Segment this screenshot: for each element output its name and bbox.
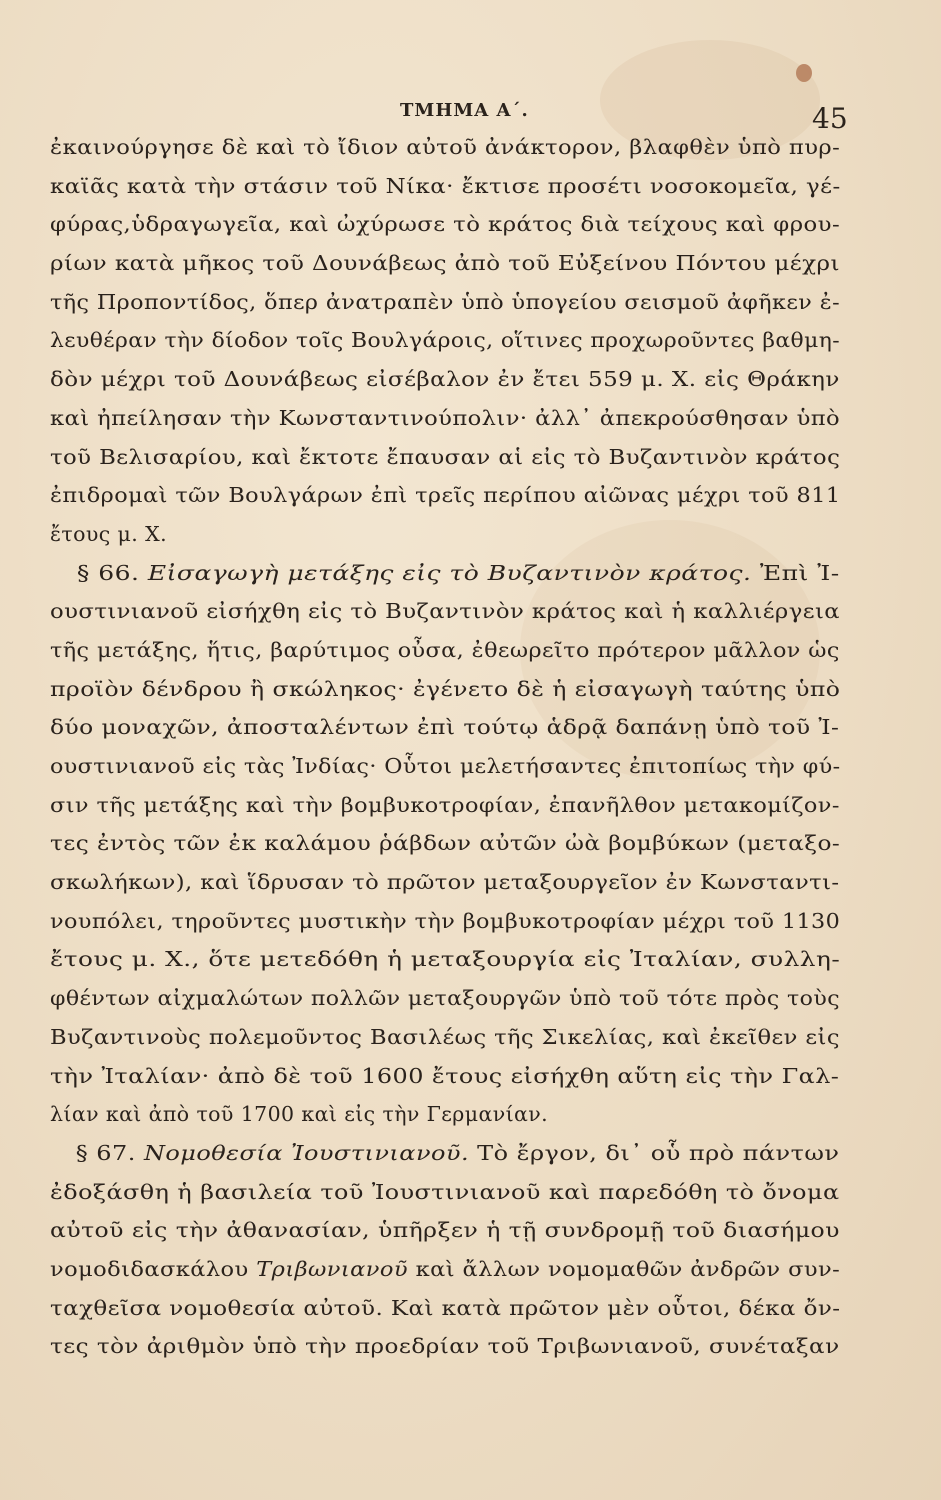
- text-line: καὶ ἠπείλησαν τὴν Κωνσταντινούπολιν· ἀλλ᾽ ἀπεκρούσθησαν ὑπὸ: [50, 405, 841, 430]
- text-line: δὸν μέχρι τοῦ Δουνάβεως εἰσέβαλον ἐν ἔτει 559 μ. Χ. εἰς Θράκην: [50, 367, 840, 392]
- text-line: τοῦ Βελισαρίου, καὶ ἔκτοτε ἔπαυσαν αἱ εἰς τὸ Βυζαντινὸν κράτος: [50, 444, 841, 469]
- line-text: Τὸ ἔργον, δι᾽ οὗ πρὸ πάντων: [477, 1140, 840, 1165]
- text-line: ἐκαινούργησε δὲ καὶ τὸ ἴδιον αὐτοῦ ἀνάκτορον, βλαφθὲν ὑπὸ πυρ-: [50, 135, 841, 159]
- body-text: [50, 128, 850, 1366]
- text-line: λίαν καὶ ἀπὸ τοῦ 1700 καὶ εἰς τὴν Γερμανίαν.: [50, 1102, 549, 1127]
- section-title: Εἰσαγωγὴ μετάξης εἰς τὸ Βυζαντινὸν κράτος.: [147, 560, 760, 585]
- text-line: σκωλήκων), καὶ ἵδρυσαν τὸ πρῶτον μεταξουργεῖον ἐν Κωνσταντι-: [50, 870, 840, 895]
- section-title: Νομοθεσία Ἰουστινιανοῦ.: [143, 1140, 478, 1165]
- text-line: σιν τῆς μετάξης καὶ τὴν βομβυκοτροφίαν, ἐπανῆλθον μετακομίζον-: [50, 792, 840, 817]
- line-text: Ἐπὶ Ἰ-: [759, 560, 840, 585]
- text-line: τῆς Προποντίδος, ὅπερ ἀνατραπὲν ὑπὸ ὑπογείου σεισμοῦ ἀφῆκεν ἐ-: [50, 289, 841, 314]
- section-number: § 66.: [76, 560, 148, 585]
- text-line: ουστινιανοῦ εἰς τὰς Ἰνδίας· Οὗτοι μελετήσαντες ἐπιτοπίως τὴν φύ-: [50, 754, 841, 778]
- text-line: νουπόλει, τηροῦντες μυστικὴν τὴν βομβυκοτροφίαν μέχρι τοῦ 1130: [50, 908, 841, 933]
- text-line: ἔτους μ. Χ.: [50, 521, 168, 546]
- text-line: ἔτους μ. Χ., ὅτε μετεδόθη ἡ μεταξουργία εἰς Ἰταλίαν, συλλη-: [50, 947, 841, 972]
- running-head: ΤΜΗΜΑ Α΄.: [400, 100, 529, 121]
- text-line: ουστινιανοῦ εἰσήχθη εἰς τὸ Βυζαντινὸν κράτος καὶ ἡ καλλιέργεια: [50, 599, 841, 624]
- text-line: [50, 1134, 865, 1173]
- text-line: ἐπιδρομαὶ τῶν Βουλγάρων ἐπὶ τρεῖς περίπου αἰῶνας μέχρι τοῦ 811: [50, 483, 841, 508]
- text-line: [50, 1250, 840, 1289]
- text-line: ταχθεῖσα νομοθεσία αὐτοῦ. Καὶ κατὰ πρῶτον μὲν οὗτοι, δέκα ὄν-: [50, 1295, 841, 1320]
- text-line: αὐτοῦ εἰς τὴν ἀθανασίαν, ὑπῆρξεν ἡ τῇ συνδρομῇ τοῦ διασήμου: [50, 1218, 840, 1243]
- text-line: φύρας,ὑδραγωγεῖα, καὶ ὠχύρωσε τὸ κράτος διὰ τείχους καὶ φρου-: [50, 212, 841, 237]
- text-line: ἐδοξάσθη ἡ βασιλεία τοῦ Ἰουστινιανοῦ καὶ παρεδόθη τὸ ὄνομα: [50, 1179, 840, 1204]
- line-text: καὶ ἄλλων νομομαθῶν ἀνδρῶν συν-: [415, 1256, 841, 1281]
- text-line: προϊὸν δένδρου ἢ σκώληκος· ἐγένετο δὲ ἡ εἰσαγωγὴ ταύτης ὑπὸ: [50, 676, 841, 701]
- text-line: φθέντων αἰχμαλώτων πολλῶν μεταξουργῶν ὑπὸ τοῦ τότε πρὸς τοὺς: [50, 986, 840, 1011]
- text-line: τες ἐντὸς τῶν ἐκ καλάμου ῥάβδων αὐτῶν ὠὰ βομβύκων (μεταξο-: [50, 831, 841, 856]
- text-line: [50, 554, 867, 593]
- text-line: λευθέραν τὴν δίοδον τοῖς Βουλγάροις, οἵτινες προχωροῦντες βαθμη-: [50, 328, 841, 353]
- italic-name: Τριβωνιανοῦ: [256, 1256, 416, 1281]
- text-line: τες τὸν ἀριθμὸν ὑπὸ τὴν προεδρίαν τοῦ Τριβωνιανοῦ, συνέταξαν: [50, 1334, 840, 1359]
- text-line: τῆς μετάξης, ἥτις, βαρύτιμος οὖσα, ἐθεωρεῖτο πρότερον μᾶλλον ὡς: [50, 637, 840, 662]
- text-line: καϊᾶς κατὰ τὴν στάσιν τοῦ Νίκα· ἔκτισε προσέτι νοσοκομεῖα, γέ-: [50, 173, 841, 198]
- text-line: Βυζαντινοὺς πολεμοῦντος Βασιλέως τῆς Σικελίας, καὶ ἐκεῖθεν εἰς: [50, 1024, 840, 1049]
- text-line: ρίων κατὰ μῆκος τοῦ Δουνάβεως ἀπὸ τοῦ Εὐξείνου Πόντου μέχρι: [50, 251, 840, 276]
- page-number: 45: [812, 102, 848, 135]
- line-text: νομοδιδασκάλου: [50, 1256, 257, 1281]
- text-line: τὴν Ἰταλίαν· ἀπὸ δὲ τοῦ 1600 ἔτους εἰσήχθη αὕτη εἰς τὴν Γαλ-: [50, 1063, 840, 1088]
- text-line: δύο μοναχῶν, ἀποσταλέντων ἐπὶ τούτῳ ἁδρᾷ δαπάνῃ ὑπὸ τοῦ Ἰ-: [50, 715, 840, 740]
- section-number: § 67.: [75, 1140, 144, 1165]
